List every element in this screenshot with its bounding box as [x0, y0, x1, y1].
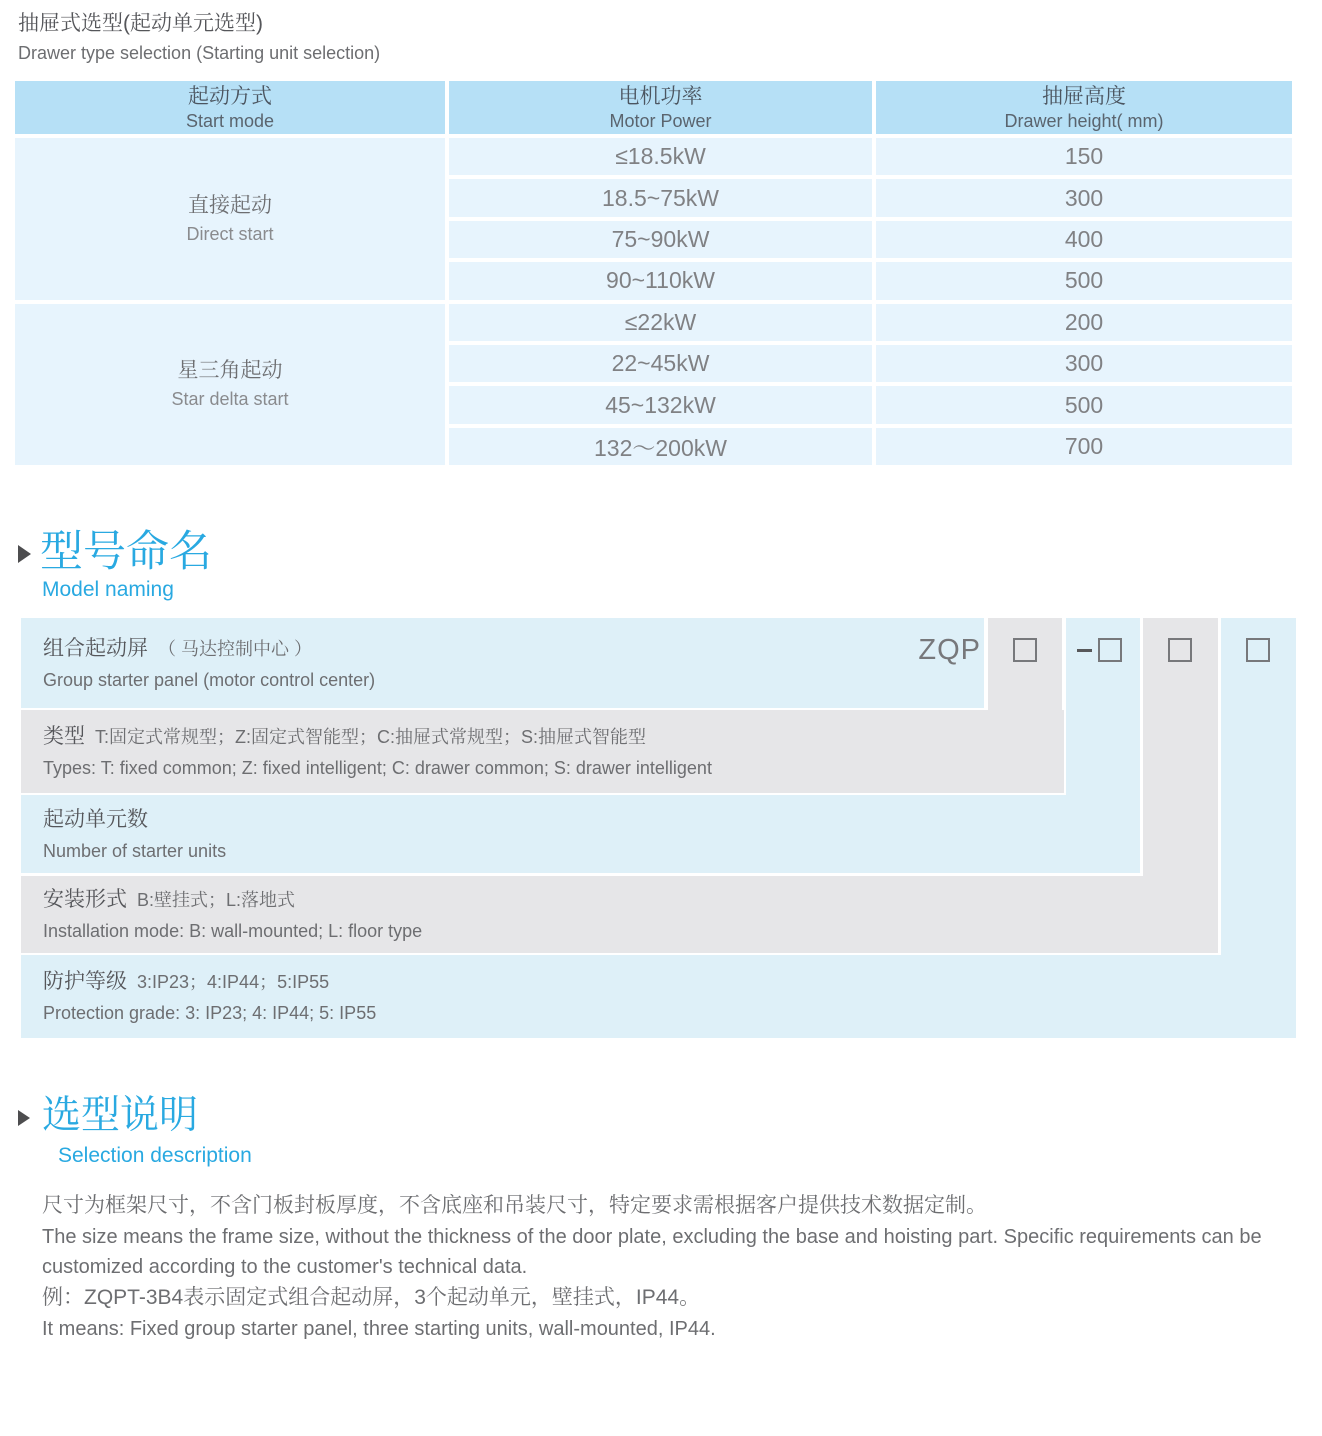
power-cell: 132～200kW [449, 428, 872, 465]
description-paragraph-en: The size means the frame size, without the thickness of the door plate, excluding the base and hoisting part. Specific requirements can be customized according to the customer's technical data. [42, 1226, 1262, 1278]
mode-cn: 星三角起动 [177, 359, 283, 383]
height-cell: 500 [876, 262, 1292, 299]
naming-row-types [21, 710, 1064, 793]
naming-label-cn: 组合起动屏 [43, 636, 148, 660]
naming-row-protection-grade [21, 955, 1296, 1038]
page-title-cn: 抽屉式选型(起动单元选型) [18, 12, 263, 35]
page-title-en: Drawer type selection (Starting unit selection) [18, 43, 381, 63]
naming-detail-cn: T:固定式常规型；Z:固定式智能型；C:抽屉式常规型；S:抽屉式智能型 [95, 727, 647, 747]
naming-label-en: Group starter panel (motor control center) [43, 669, 376, 690]
group-cell-direct-start [15, 138, 445, 300]
power-cell: ≤18.5kW [449, 138, 872, 175]
section-bullet-triangle-icon [18, 1110, 30, 1126]
naming-label-en: Installation mode: B: wall-mounted; L: floor type [43, 921, 423, 941]
height-cell: 300 [876, 179, 1292, 216]
naming-label-cn: 类型 [43, 725, 85, 748]
description-example-cn: 例：ZQPT-3B4表示固定式组合起动屏，3个起动单元，壁挂式，IP44。 [42, 1286, 701, 1309]
naming-label-en: Types: T: fixed common; Z: fixed intelligent; C: drawer common; S: drawer intelligent [43, 758, 712, 778]
section-title-cn: 型号命名 [40, 528, 212, 576]
table-header-start-mode [15, 81, 445, 134]
section-title-en: Selection description [58, 1144, 252, 1167]
model-code-box-icon [1098, 638, 1122, 662]
header-en: Drawer height( mm) [1004, 110, 1164, 131]
power-cell: 90~110kW [449, 262, 872, 299]
selection-description-section-title [18, 1094, 252, 1168]
height-cell: 700 [876, 428, 1292, 465]
table-header-motor-power [449, 81, 872, 134]
mode-en: Star delta start [171, 389, 289, 410]
naming-label-en: Number of starter units [43, 840, 227, 861]
page-header [18, 10, 380, 65]
naming-label-cn: 起动单元数 [43, 807, 148, 831]
height-cell: 400 [876, 221, 1292, 258]
naming-detail-cn: B:壁挂式；L:落地式 [137, 890, 296, 910]
height-cell: 500 [876, 386, 1292, 423]
model-naming-section-title [18, 528, 212, 602]
naming-label-cn: 防护等级 [43, 970, 127, 993]
power-cell: ≤22kW [449, 304, 872, 341]
model-code-box-icon [1168, 638, 1192, 662]
naming-row-starter-units [21, 795, 1140, 873]
power-cell: 18.5~75kW [449, 179, 872, 216]
header-en: Start mode [185, 110, 275, 131]
section-title-en: Model naming [42, 578, 174, 601]
model-naming-diagram [21, 618, 1296, 1038]
section-bullet-triangle-icon [18, 545, 31, 563]
selection-table [15, 81, 1292, 465]
naming-strip-installation [1143, 618, 1218, 953]
dash-icon [1077, 649, 1092, 652]
power-cell: 22~45kW [449, 345, 872, 382]
naming-label-en: Protection grade: 3: IP23; 4: IP44; 5: IP55 [43, 1003, 377, 1023]
model-code-box-icon [1246, 638, 1270, 662]
header-cn: 抽屉高度 [1042, 84, 1126, 108]
naming-strip-protection [1221, 618, 1296, 1038]
height-cell: 200 [876, 304, 1292, 341]
naming-detail-cn: （ 马达控制中心 ） [158, 638, 313, 659]
selection-description-text [42, 1190, 1292, 1344]
height-cell: 150 [876, 138, 1292, 175]
table-header-drawer-height [876, 81, 1292, 134]
description-example-en: It means: Fixed group starter panel, three starting units, wall-mounted, IP44. [42, 1318, 716, 1340]
description-paragraph-cn: 尺寸为框架尺寸，不含门板封板厚度，不含底座和吊装尺寸，特定要求需根据客户提供技术数据定制。 [42, 1194, 987, 1217]
height-cell: 300 [876, 345, 1292, 382]
model-code-prefix: ZQP [918, 634, 981, 666]
naming-row-group-starter-panel [21, 618, 984, 708]
naming-row-installation-mode [21, 876, 1218, 953]
header-cn: 起动方式 [188, 84, 272, 108]
header-en: Motor Power [609, 110, 712, 131]
mode-en: Direct start [186, 223, 274, 244]
naming-label-cn: 安装形式 [43, 888, 127, 911]
naming-detail-cn: 3:IP23；4:IP44；5:IP55 [137, 972, 330, 992]
model-code-box-icon [1013, 638, 1037, 662]
header-cn: 电机功率 [618, 84, 703, 108]
power-cell: 75~90kW [449, 221, 872, 258]
group-cell-star-delta-start [15, 304, 445, 466]
power-cell: 45~132kW [449, 386, 872, 423]
mode-cn: 直接起动 [188, 193, 272, 217]
section-title-cn: 选型说明 [42, 1094, 199, 1137]
